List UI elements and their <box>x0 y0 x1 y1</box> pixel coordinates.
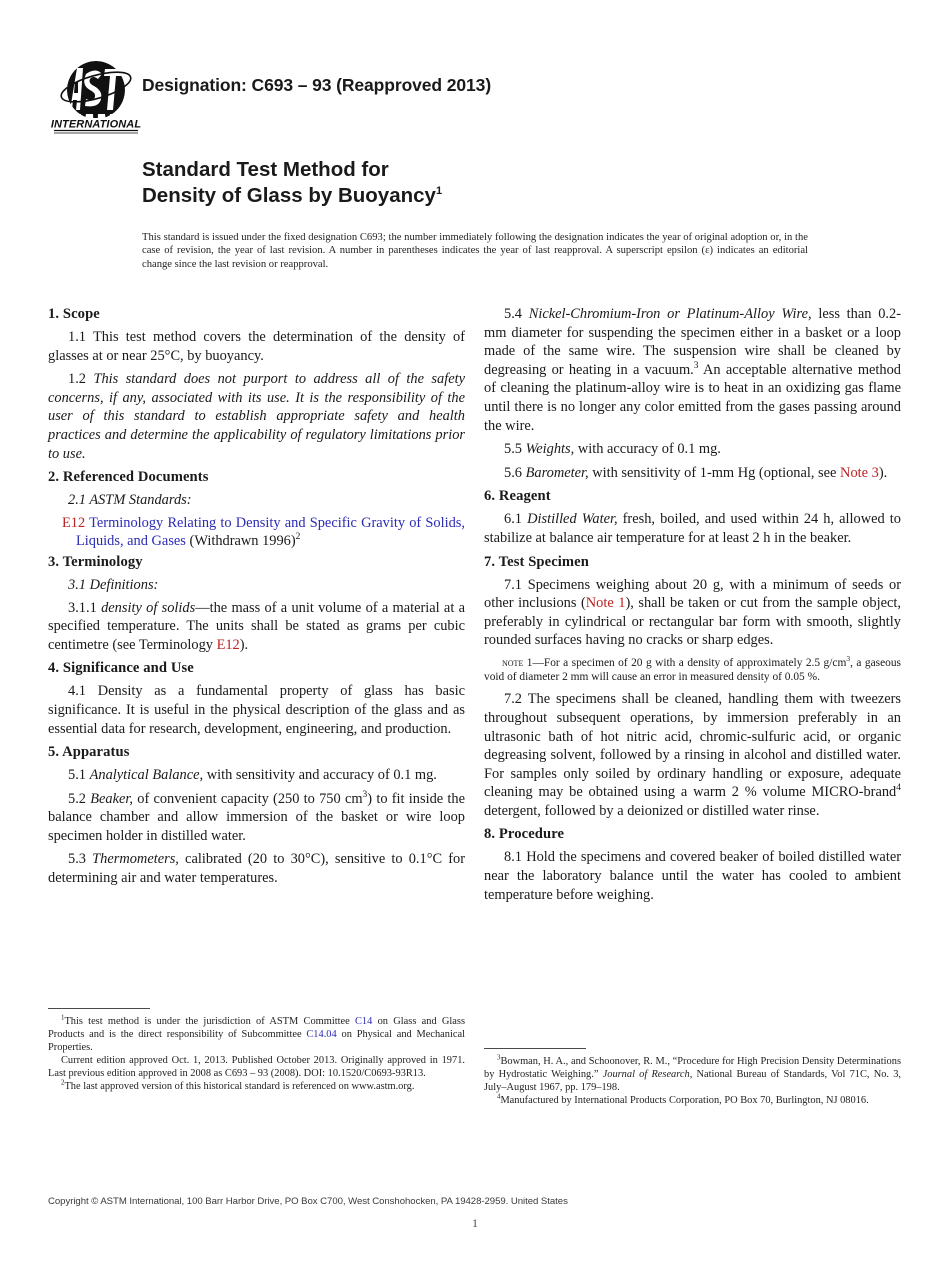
title-line-2-text: Density of Glass by Buoyancy <box>142 184 436 207</box>
astm-logo-icon <box>50 60 142 136</box>
footnote-text-b: on Glass and Glass Products and is the direct responsibility of Subcommittee <box>48 1016 465 1040</box>
footnote-marker: 3 <box>693 360 699 371</box>
footnote-marker: 3 <box>497 1054 501 1062</box>
journal-title: Journal of Research <box>602 1068 690 1080</box>
section-heading-referenced-documents: 2. Referenced Documents <box>48 469 209 486</box>
footnote-4 <box>484 1095 901 1108</box>
paragraph-number: 5.5 <box>504 441 522 458</box>
section-heading-terminology: 3. Terminology <box>48 553 143 570</box>
paragraph-text-a: Specimens weighing about 20 g, with a minimum of seeds or other inclusions ( <box>484 576 901 612</box>
paragraph-number: 5.1 <box>68 767 86 784</box>
reference-footnote-marker: 2 <box>295 532 301 543</box>
paragraph-text: This test method covers the determination of the density of glasses at or near 25°C, by buoyancy. <box>48 329 465 364</box>
note-1-link[interactable]: Note 1 <box>585 595 626 612</box>
subheading-astm-standards <box>48 491 465 510</box>
footnote-text-a: Bowman, H. A., and Schoonover, R. M., “Procedure for High Precision Density Determinations by Hydrostatic Weighing.” <box>484 1056 901 1080</box>
standard-preamble: This standard is issued under the fixed designation C693; the number immediately following the designation indicates the year of original adoption or, in the case of revision, the year of last revision. A number in parentheses indicates the year of last reapproval. A superscript epsilon (ε) indicates an editorial change since the last revision or reapproval. <box>142 232 808 270</box>
footnote-1 <box>48 1016 465 1055</box>
page-number: 1 <box>472 1218 478 1230</box>
section-heading-reagent: 6. Reagent <box>484 488 551 505</box>
paragraph-number: 7.1 <box>504 576 522 593</box>
paragraph-number: 5.3 <box>68 851 86 868</box>
paragraph-number: 8.1 <box>504 849 522 866</box>
paragraph-text: This standard does not purport to address all of the safety concerns, if any, associated with its use. It is the responsibility of the user of this standard to establish appropriate safety and health practices and determine the applicability of regulatory limitations prior to use. <box>48 371 465 462</box>
apparatus-text-b: ). <box>878 464 888 481</box>
paragraph-number: 7.2 <box>504 691 522 708</box>
copyright-notice: Copyright © ASTM International, 100 Barr Harbor Drive, PO Box C700, West Conshohocken, PA 19428-2959. United States <box>48 1196 568 1207</box>
document-title <box>142 157 782 209</box>
apparatus-text-a: with sensitivity of 1-mm Hg (optional, see <box>588 464 841 481</box>
footnote-marker: 4 <box>896 783 901 794</box>
left-column <box>48 305 465 893</box>
apparatus-text: with accuracy of 0.1 mg. <box>574 441 721 458</box>
section-heading-scope: 1. Scope <box>48 306 100 322</box>
reference-status: (Withdrawn 1996) <box>189 533 296 550</box>
reference-entry-e12 <box>48 514 465 551</box>
paragraph-1-2 <box>48 370 465 463</box>
astm-logo <box>50 60 142 136</box>
apparatus-text-b: An acceptable alternative method of cleaning the platinum-alloy wire is to heat in an oxidizing gas flame until there is no longer any color emitted from the gases passing around the wire. <box>484 361 901 434</box>
paragraph-5-6 <box>484 464 901 483</box>
paragraph-text-a: The specimens shall be cleaned, handling them with tweezers throughout subsequent operations, by immersion preferably in an ultrasonic bath of hot nitric acid, chromic-sulfuric acid, or organic degreasing solvent, followed by a rinsing in alcohol and distilled water. For samples only soiled by ordinary handling or exposure, adequate cleaning may be obtained using a warm 2 % volume MICRO-brand <box>484 691 901 801</box>
footnotes-right-column <box>484 1048 901 1108</box>
footnote-marker: 2 <box>61 1079 65 1087</box>
paragraph-number: 6.1 <box>504 511 522 528</box>
apparatus-text-a: less than 0.2-mm diameter for suspending the specimen either in a basket or a loop made of the same wire. The suspension wire shall be cleaned by degreasing or heating in a vacuum. <box>484 306 901 378</box>
reagent-text: fresh, boiled, and used within 24 h, allowed to stabilize at balance air temperature for at least 2 h in the beaker. <box>484 511 901 546</box>
apparatus-term: Thermometers, <box>92 851 179 868</box>
footnote-marker: 4 <box>497 1093 501 1101</box>
right-column <box>484 305 901 909</box>
subheading-text: 3.1 Definitions: <box>68 576 159 593</box>
paragraph-number: 1.1 <box>68 329 86 345</box>
note-text-b: , a gaseous void of diameter 2 mm will cause an error in measured density of 0.05 %. <box>484 656 901 684</box>
section-heading-procedure: 8. Procedure <box>484 826 565 843</box>
paragraph-number: 5.2 <box>68 790 86 807</box>
defined-term: density of solids <box>101 599 196 616</box>
footnote-text-b: , National Bureau of Standards, Vol 71C, No. 3, July–August 1967, pp. 179–198. <box>484 1068 901 1093</box>
footnotes-left-column <box>48 1008 465 1093</box>
note-text-a: —For a specimen of 20 g with a density of approximately 2.5 g/cm <box>532 656 847 669</box>
astm-logo-wordmark: INTERNATIONAL <box>50 118 142 131</box>
paragraph-7-1 <box>484 576 901 650</box>
paragraph-number: 5.4 <box>504 306 522 322</box>
footnote-3 <box>484 1056 901 1095</box>
paragraph-7-2 <box>484 690 901 820</box>
paragraph-5-2 <box>48 790 465 846</box>
title-line-1: Standard Test Method for <box>142 158 389 181</box>
paragraph-number: 3.1.1 <box>68 599 97 616</box>
subheading-definitions <box>48 576 465 595</box>
note-number: 1 <box>526 656 533 669</box>
paragraph-1-1 <box>48 328 465 365</box>
apparatus-text: calibrated (20 to 30°C), sensitive to 0.1°C for determining air and water temperatures. <box>48 851 465 887</box>
note-3-link[interactable]: Note 3 <box>840 464 879 481</box>
footnote-text: Manufactured by International Products Corporation, PO Box 70, Burlington, NJ 08016. <box>500 1094 869 1106</box>
paragraph-5-3 <box>48 850 465 887</box>
paragraph-number: 1.2 <box>68 371 86 388</box>
note-1-block <box>484 656 901 684</box>
apparatus-term: Analytical Balance, <box>89 767 204 784</box>
reference-title-link[interactable]: Terminology Relating to Density and Specific Gravity of Solids, Liquids, and Gases <box>76 514 465 550</box>
footnote-separator-rule <box>484 1048 586 1049</box>
terminology-e12-link[interactable]: E12 <box>216 636 240 653</box>
paragraph-text: Hold the specimens and covered beaker of boiled distilled water near the laboratory balance until the water has cooled to ambient temperature before weighing. <box>484 849 901 903</box>
footnote-marker: 1 <box>61 1014 65 1022</box>
paragraph-5-4 <box>484 305 901 435</box>
paragraph-text-b: ), shall be taken or cut from the sample object, preferably in cylindrical or rectangular bar form with smooth, slightly rounded surfaces having no cracks or sharp edges. <box>484 595 901 649</box>
paragraph-8-1 <box>484 848 901 904</box>
footnote-2 <box>48 1081 465 1094</box>
section-heading-apparatus: 5. Apparatus <box>48 744 130 761</box>
apparatus-text-a: of convenient capacity (250 to 750 cm <box>133 790 363 807</box>
apparatus-term: Beaker, <box>90 790 133 807</box>
committee-c14-link[interactable]: C14 <box>355 1016 373 1027</box>
paragraph-text: Density as a fundamental property of glass has basic significance. It is useful in the physical description of the glass and as essential data for research, development, engineering, and production. <box>48 683 465 737</box>
footnote-separator-rule <box>48 1008 150 1009</box>
definition-text-b: ). <box>239 636 249 653</box>
section-heading-significance-and-use: 4. Significance and Use <box>48 660 194 677</box>
paragraph-4-1 <box>48 682 465 738</box>
paragraph-6-1 <box>484 510 901 547</box>
apparatus-term: Weights, <box>525 441 575 458</box>
paragraph-5-5 <box>484 440 901 459</box>
title-line-2 <box>142 183 782 209</box>
apparatus-text-b: ) to fit inside the balance chamber and allow immersion of the basket or wire loop specimen holder in distilled water. <box>48 790 465 844</box>
subcommittee-c1404-link[interactable]: C14.04 <box>306 1028 337 1040</box>
footnote-text: Current edition approved Oct. 1, 2013. Published October 2013. Originally approved in 1971. Last previous edition approved in 2008 as C693 – 93 (2008). DOI: 10.1520/C0693-93R13. <box>48 1054 465 1079</box>
definition-text-a: —the mass of a unit volume of a material at a specified temperature. The units shall be stated as grams per cubic centimetre (see Terminology <box>48 599 465 653</box>
paragraph-number: 4.1 <box>68 683 86 700</box>
subheading-text: 2.1 ASTM Standards: <box>68 492 192 509</box>
footnote-text: The last approved version of this historical standard is referenced on www.astm.org. <box>64 1080 415 1092</box>
reference-id-link[interactable]: E12 <box>62 514 86 531</box>
paragraph-3-1-1 <box>48 599 465 655</box>
footnote-edition-info <box>48 1055 465 1081</box>
superscript-exponent: 3 <box>362 789 368 800</box>
footnote-text-a: This test method is under the jurisdiction of ASTM Committee <box>64 1016 355 1027</box>
paragraph-5-1 <box>48 766 465 785</box>
reagent-term: Distilled Water, <box>527 511 618 528</box>
paragraph-text-b: detergent, followed by a deionized or distilled water rinse. <box>484 802 820 819</box>
apparatus-text: with sensitivity and accuracy of 0.1 mg. <box>203 767 437 784</box>
paragraph-number: 5.6 <box>504 464 522 481</box>
apparatus-term: Barometer, <box>525 464 589 481</box>
designation-line: Designation: C693 – 93 (Reapproved 2013) <box>142 75 492 95</box>
section-heading-test-specimen: 7. Test Specimen <box>484 553 589 570</box>
document-header <box>0 0 950 270</box>
footnote-text-c: on Physical and Mechanical Properties. <box>48 1028 465 1053</box>
title-footnote-marker: 1 <box>435 185 443 198</box>
superscript-exponent: 3 <box>846 654 851 664</box>
apparatus-term: Nickel-Chromium-Iron or Platinum-Alloy Wire, <box>528 306 812 322</box>
note-label: note <box>502 656 524 669</box>
